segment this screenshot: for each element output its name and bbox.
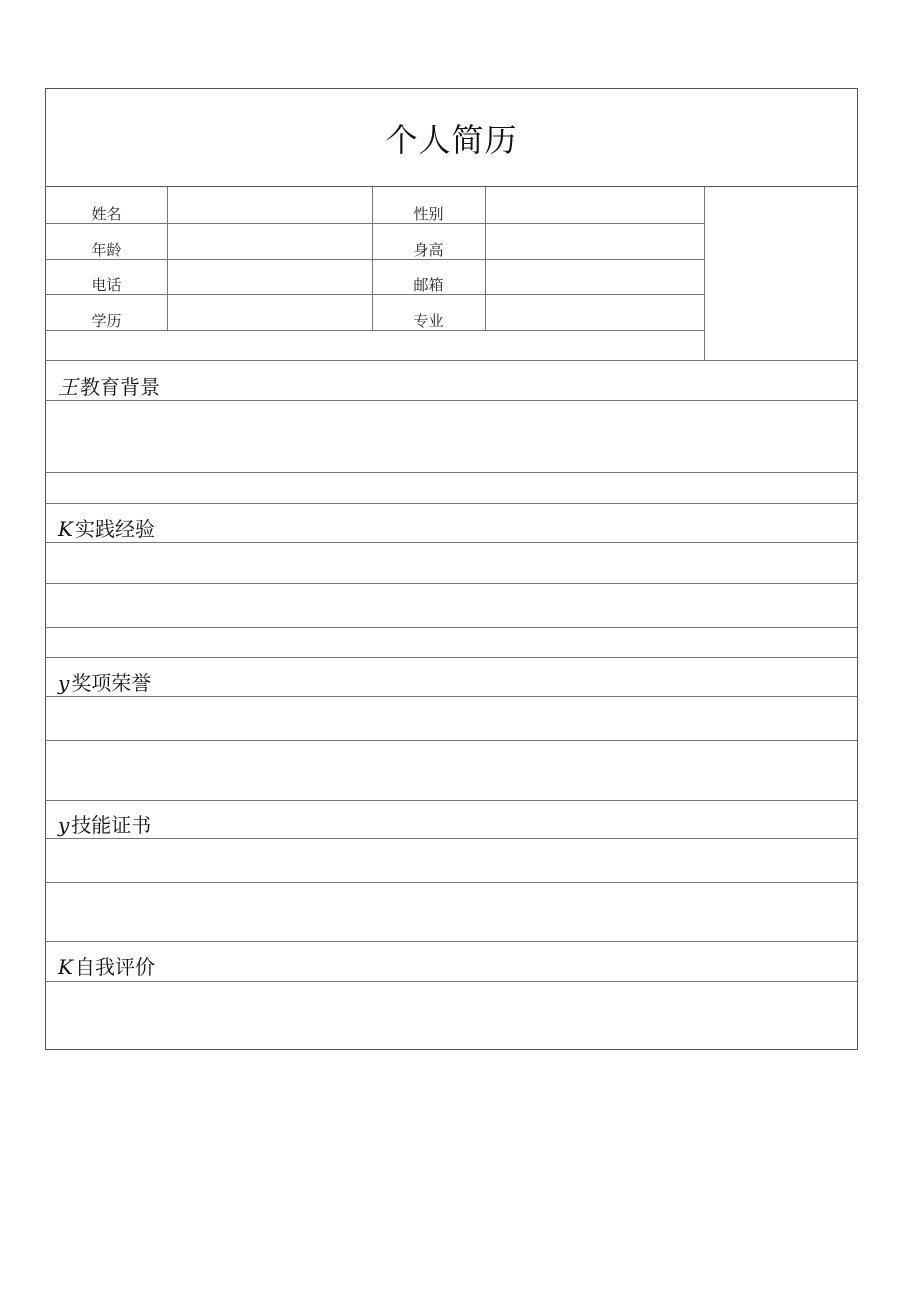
grid-line xyxy=(46,360,857,361)
section-marker: y xyxy=(58,671,70,695)
gender-value-cell[interactable] xyxy=(486,188,703,222)
section-marker: K xyxy=(58,517,73,541)
height-value-cell[interactable] xyxy=(486,224,703,258)
section-label: 奖项荣誉 xyxy=(71,671,152,695)
self-evaluation-content-area[interactable] xyxy=(46,982,857,1049)
major-value-cell[interactable] xyxy=(486,295,703,329)
label-education: 学历 xyxy=(91,312,122,330)
section-label: 教育背景 xyxy=(80,375,160,399)
education-content-area[interactable] xyxy=(46,401,857,472)
section-heading-practice xyxy=(58,513,155,542)
label-email: 邮箱 xyxy=(413,276,444,294)
email-value-cell[interactable] xyxy=(486,260,703,293)
photo-area[interactable] xyxy=(704,187,858,360)
label-name: 姓名 xyxy=(91,205,122,223)
section-heading-skills xyxy=(58,809,151,838)
resume-sheet xyxy=(45,88,858,1050)
section-heading-awards xyxy=(58,667,151,696)
section-label: 自我评价 xyxy=(74,955,155,979)
grid-line xyxy=(46,657,857,658)
label-major: 专业 xyxy=(413,312,444,330)
section-marker: K xyxy=(58,955,73,979)
phone-value-cell[interactable] xyxy=(168,260,371,293)
education-value-cell[interactable] xyxy=(168,295,371,329)
age-value-cell[interactable] xyxy=(168,224,371,258)
section-label: 技能证书 xyxy=(71,813,152,837)
page-title: 个人简历 xyxy=(46,89,857,187)
label-phone: 电话 xyxy=(91,276,122,294)
skills-content-area[interactable] xyxy=(46,839,857,941)
grid-line xyxy=(46,941,857,942)
grid-line xyxy=(46,503,857,504)
section-heading-self-evaluation xyxy=(58,951,155,980)
name-value-cell[interactable] xyxy=(168,188,371,222)
section-marker: y xyxy=(58,813,70,837)
label-gender: 性别 xyxy=(413,205,444,223)
section-marker: 王 xyxy=(58,375,78,399)
awards-content-area[interactable] xyxy=(46,697,857,800)
label-height: 身高 xyxy=(413,241,444,259)
section-label: 实践经验 xyxy=(74,517,155,541)
section-heading-education xyxy=(58,371,160,400)
label-age: 年龄 xyxy=(91,241,122,259)
grid-line xyxy=(46,472,857,473)
grid-line xyxy=(46,800,857,801)
grid-line xyxy=(46,627,857,628)
practice-content-area[interactable] xyxy=(46,543,857,627)
